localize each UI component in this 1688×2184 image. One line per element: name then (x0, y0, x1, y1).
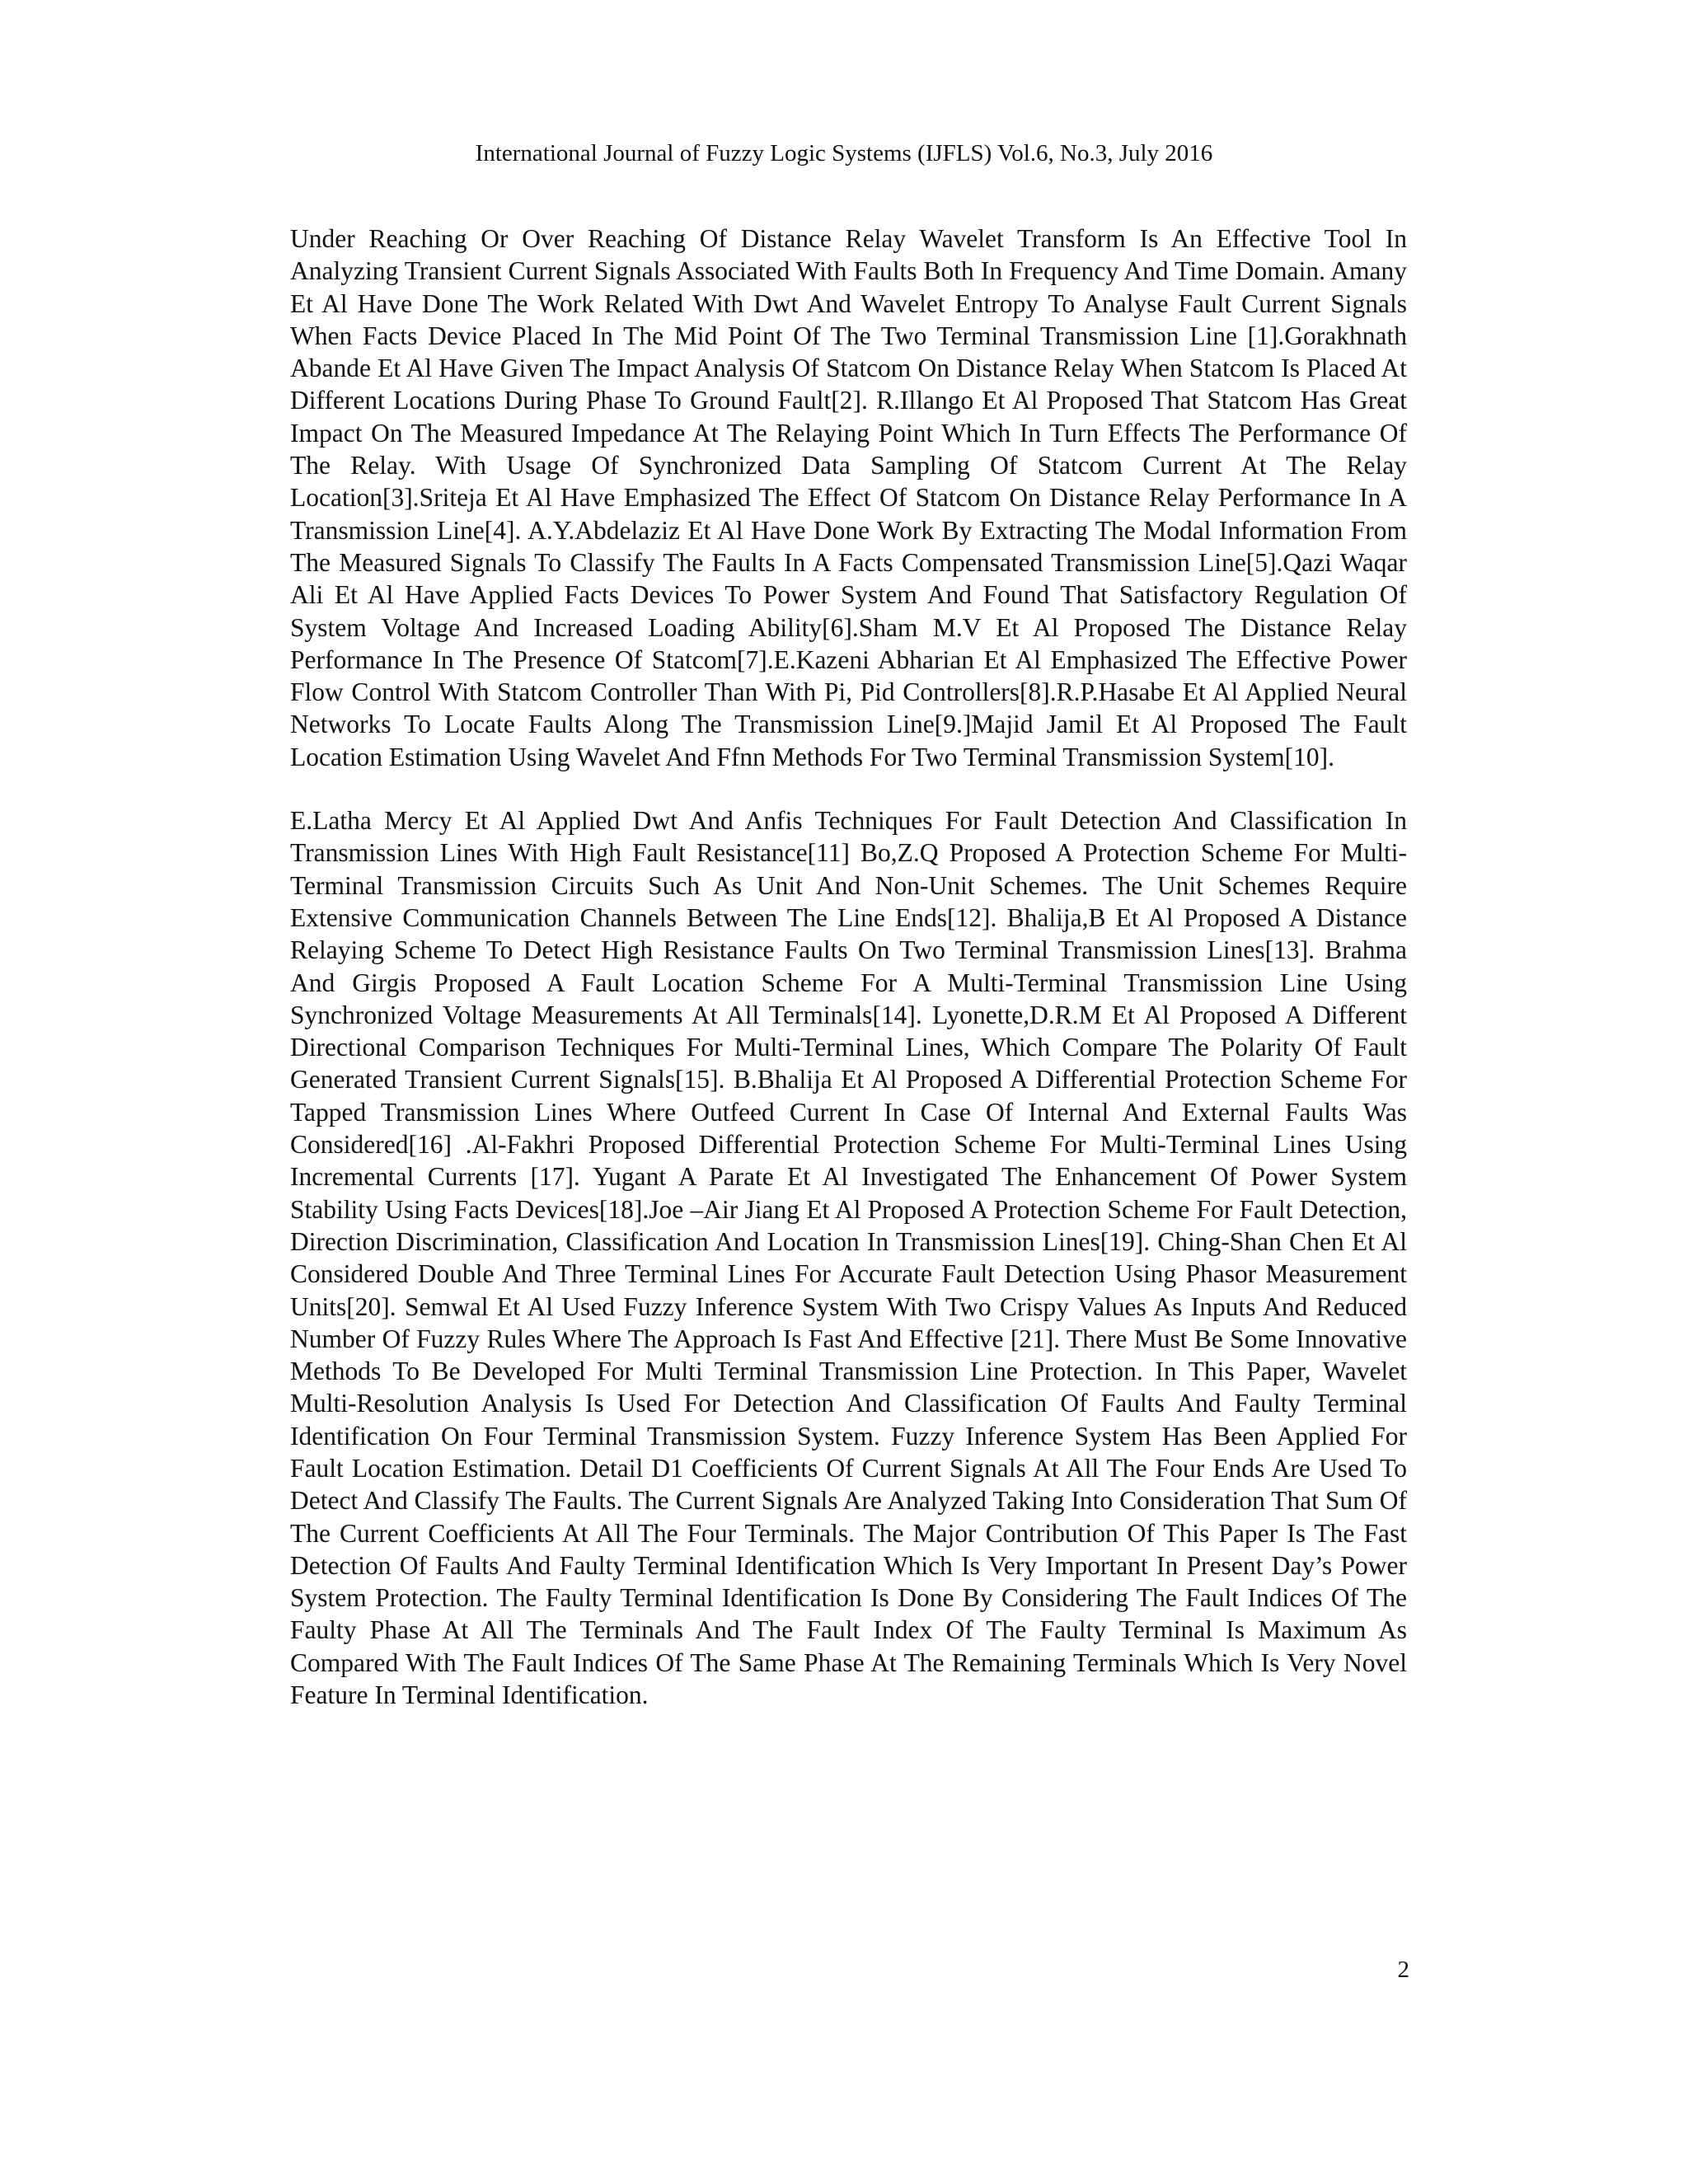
running-header: International Journal of Fuzzy Logic Systems (IJFLS) Vol.6, No.3, July 2016 (475, 140, 1213, 166)
body-text (290, 223, 1407, 1711)
paragraph-multi-terminal-review: E.Latha Mercy Et Al Applied Dwt And Anfis Techniques For Fault Detection And Classification In Transmission Lines With High Fault Resistance[11] Bo,Z.Q Proposed A Protection Scheme For Multi-Terminal Transmission Circuits Such As Unit And Non-Unit Schemes. The Unit Schemes Require Extensive Communication Channels Between The Line Ends[12]. Bhalija,B Et Al Proposed A Distance Relaying Scheme To Detect High Resistance Faults On Two Terminal Transmission Lines[13]. Brahma And Girgis Proposed A Fault Location Scheme For A Multi-Terminal Transmission Line Using Synchronized Voltage Measurements At All Terminals[14]. Lyonette,D.R.M Et Al Proposed A Different Directional Comparison Techniques For Multi-Terminal Lines, Which Compare The Polarity Of Fault Generated Transient Current Signals[15]. B.Bhalija Et Al Proposed A Differential Protection Scheme For Tapped Transmission Lines Where Outfeed Current In Case Of Internal And External Faults Was Considered[16] .Al-Fakhri Proposed Differential Protection Scheme For Multi-Terminal Lines Using Incremental Currents [17]. Yugant A Parate Et Al Investigated The Enhancement Of Power System Stability Using Facts Devices[18].Joe –Air Jiang Et Al Proposed A Protection Scheme For Fault Detection, Direction Discrimination, Classification And Location In Transmission Lines[19]. Ching-Shan Chen Et Al Considered Double And Three Terminal Lines For Accurate Fault Detection Using Phasor Measurement Units[20]. Semwal Et Al Used Fuzzy Inference System With Two Crispy Values As Inputs And Reduced Number Of Fuzzy Rules Where The Approach Is Fast And Effective [21]. There Must Be Some Innovative Methods To Be Developed For Multi Terminal Transmission Line Protection. In This Paper, Wavelet Multi-Resolution Analysis Is Used For Detection And Classification Of Faults And Faulty Terminal Identification On Four Terminal Transmission System. Fuzzy Inference System Has Been Applied For Fault Location Estimation. Detail D1 Coefficients Of Current Signals At All The Four Ends Are Used To Detect And Classify The Faults. The Current Signals Are Analyzed Taking Into Consideration That Sum Of The Current Coefficients At All The Four Terminals. The Major Contribution Of This Paper Is The Fast Detection Of Faults And Faulty Terminal Identification Which Is Very Important In Present Day’s Power System Protection. The Faulty Terminal Identification Is Done By Considering The Fault Indices Of The Faulty Phase At All The Terminals And The Fault Index Of The Faulty Terminal Is Maximum As Compared With The Fault Indices Of The Same Phase At The Remaining Terminals Which Is Very Novel Feature In Terminal Identification. (290, 806, 1407, 1710)
page-number: 2 (1397, 1957, 1409, 1983)
paragraph-related-work: Under Reaching Or Over Reaching Of Distance Relay Wavelet Transform Is An Effective Tool In Analyzing Transient Current Signals Associated With Faults Both In Frequency And Time Domain. Amany Et Al Have Done The Work Related With Dwt And Wavelet Entropy To Analyse Fault Current Signals When Facts Device Placed In The Mid Point Of The Two Terminal Transmission Line [1].Gorakhnath Abande Et Al Have Given The Impact Analysis Of Statcom On Distance Relay When Statcom Is Placed At Different Locations During Phase To Ground Fault[2]. R.Illango Et Al Proposed That Statcom Has Great Impact On The Measured Impedance At The Relaying Point Which In Turn Effects The Performance Of The Relay. With Usage Of Synchronized Data Sampling Of Statcom Current At The Relay Location[3].Sriteja Et Al Have Emphasized The Effect Of Statcom On Distance Relay Performance In A Transmission Line[4]. A.Y.Abdelaziz Et Al Have Done Work By Extracting The Modal Information From The Measured Signals To Classify The Faults In A Facts Compensated Transmission Line[5].Qazi Waqar Ali Et Al Have Applied Facts Devices To Power System And Found That Satisfactory Regulation Of System Voltage And Increased Loading Ability[6].Sham M.V Et Al Proposed The Distance Relay Performance In The Presence Of Statcom[7].E.Kazeni Abharian Et Al Emphasized The Effective Power Flow Control With Statcom Controller Than With Pi, Pid Controllers[8].R.P.Hasabe Et Al Applied Neural Networks To Locate Faults Along The Transmission Line[9.]Majid Jamil Et Al Proposed The Fault Location Estimation Using Wavelet And Ffnn Methods For Two Terminal Transmission System[10]. (290, 224, 1407, 771)
